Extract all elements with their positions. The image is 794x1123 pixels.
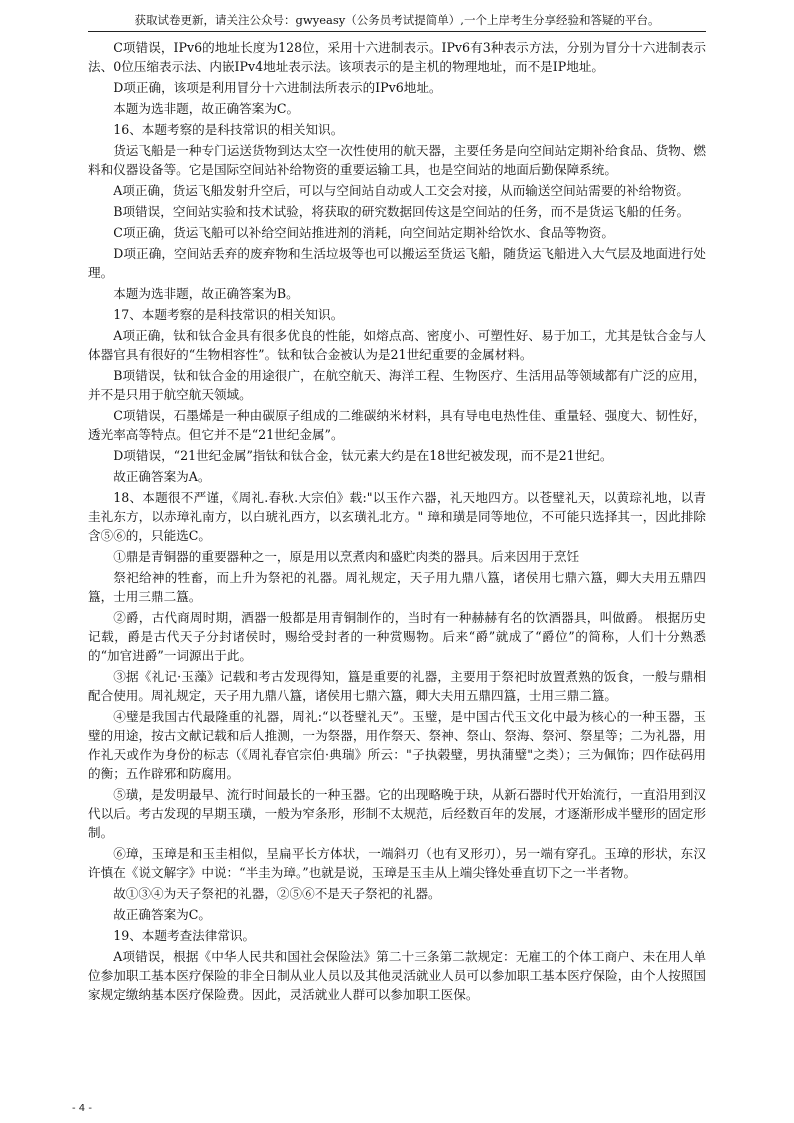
paragraph: 故①③④为天子祭祀的礼器，②⑤⑥不是天子祭祀的礼器。 xyxy=(113,886,441,901)
question-heading: 18、本题很不严谨，《周礼.春秋.大宗伯》载:"以玉作六器，礼天地四方。以苍璧礼天，以黄琮礼地，以青圭礼东方，以赤璋礼南方，以白琥礼西方，以玄璜礼北方。" 璋和璜是同等地位，不可能只选择其一，因此排除含⑤⑥的，只能选C。 xyxy=(88,490,706,543)
paragraph: C项错误，IPv6的地址长度为128位，采用十六进制表示。IPv6有3种表示方法，分别为冒分十六进制表示法、0位压缩表示法、内嵌IPv4地址表示法。该项表示的是主机的物理地址，而不是IP地址。 xyxy=(88,40,706,74)
page-content xyxy=(88,38,706,1006)
page-number: - 4 - xyxy=(72,1103,92,1114)
paragraph: ⑤璜，是发明最早、流行时间最长的一种玉器。它的出现略晚于玦，从新石器时代开始流行，一直沿用到汉代以后。考古发现的早期玉璜，一般为窄条形，形制不太规范，后经数百年的发展，才逐渐形成半璧形的固定形制。 xyxy=(88,787,706,840)
paragraph: 货运飞船是一种专门运送货物到达太空一次性使用的航天器，主要任务是向空间站定期补给食品、货物、燃料和仪器设备等。它是国际空间站补给物资的重要运输工具，也是空间站的地面后勤保障系统。 xyxy=(88,143,706,177)
paragraph: 本题为选非题，故正确答案为B。 xyxy=(113,286,299,301)
paragraph: D项正确，该项是利用冒分十六进制法所表示的IPv6地址。 xyxy=(113,80,442,95)
question-heading: 17、本题考察的是科技常识的相关知识。 xyxy=(113,307,344,322)
paragraph: C项正确，货运飞船可以补给空间站推进剂的消耗，向空间站定期补给饮水、食品等物资。 xyxy=(113,225,614,240)
paragraph: 故正确答案为C。 xyxy=(113,907,211,922)
paragraph: D项错误，“21世纪金属”指钛和钛合金，钛元素大约是在18世纪被发现，而不是21世纪。 xyxy=(113,448,613,463)
paragraph: ③据《礼记·玉藻》记载和考古发现得知，簋是重要的礼器，主要用于祭祀时放置煮熟的饭食，一般与鼎相配合使用。周礼规定，天子用九鼎八簋，诸侯用七鼎六簋，卿大夫用五鼎四簋，士用三鼎二簋。 xyxy=(88,669,706,703)
question-heading: 16、本题考察的是科技常识的相关知识。 xyxy=(113,122,344,137)
paragraph: A项正确，钛和钛合金具有很多优良的性能，如熔点高、密度小、可塑性好、易于加工，尤其是钛合金与人体器官具有很好的“生物相容性”。钛和钛合金被认为是21世纪重要的金属材料。 xyxy=(88,328,706,362)
paragraph: A项正确，货运飞船发射升空后，可以与空间站自动或人工交会对接，从而输送空间站需要的补给物资。 xyxy=(113,183,690,198)
paragraph: 祭祀给神的牲畜，而上升为祭祀的礼器。周礼规定，天子用九鼎八簋，诸侯用七鼎六簋，卿大夫用五鼎四簋，士用三鼎二簋。 xyxy=(88,570,706,604)
paragraph: ④璧是我国古代最隆重的礼器，周礼:“以苍璧礼天”。玉璧，是中国古代玉文化中最为核心的一种玉器，玉璧的用途，按古文献记载和后人推测，一为祭器，用作祭天、祭神、祭山、祭海、祭河、祭星等；二为礼器，用作礼天或作为身份的标志（《周礼春官宗伯·典瑞》所云："子执榖璧，男执蒲璧"之类）；三为佩饰；四作砝码用的衡；五作辟邪和防腐用。 xyxy=(88,709,706,781)
question-heading: 19、本题考查法律常识。 xyxy=(113,928,256,943)
paragraph: 故正确答案为A。 xyxy=(113,469,211,484)
paragraph: ②爵，古代商周时期，酒器一般都是用青铜制作的，当时有一种赫赫有名的饮酒器具，叫做爵。 根据历史记载，爵是古代天子分封诸侯时，赐给受封者的一种赏赐物。后来“爵”就成了“爵位”的简称，人们十分熟悉的“加官进爵”一词源出于此。 xyxy=(88,610,706,663)
paragraph: A项错误，根据《中华人民共和国社会保险法》第二十三条第二款规定：无雇工的个体工商户、未在用人单位参加职工基本医疗保险的非全日制从业人员以及其他灵活就业人员可以参加职工基本医疗保险，由个人按照国家规定缴纳基本医疗保险费。因此，灵活就业人群可以参加职工医保。 xyxy=(88,949,706,1002)
paragraph: ①鼎是青铜器的重要器种之一，原是用以烹煮肉和盛贮肉类的器具。后来因用于烹饪 xyxy=(113,549,580,564)
paragraph: C项错误，石墨烯是一种由碳原子组成的二维碳纳米材料，具有导电电热性佳、重量轻、强度大、韧性好，透光率高等特点。但它并不是“21世纪金属”。 xyxy=(88,408,706,442)
paragraph: B项错误，空间站实验和技术试验，将获取的研究数据回传这是空间站的任务，而不是货运飞船的任务。 xyxy=(113,204,690,219)
page-header: 获取试卷更新，请关注公众号：gwyeasy（公务员考试提简单）,一个上岸考生分享经验和答疑的平台。 xyxy=(134,13,660,27)
paragraph: B项错误，钛和钛合金的用途很广，在航空航天、海洋工程、生物医疗、生活用品等领域都有广泛的应用，并不是只用于航空航天领域。 xyxy=(88,368,706,402)
paragraph: 本题为选非题，故正确答案为C。 xyxy=(113,101,300,116)
paragraph: D项正确，空间站丢弃的废弃物和生活垃圾等也可以搬运至货运飞船，随货运飞船进入大气层及地面进行处理。 xyxy=(88,246,706,280)
header-divider xyxy=(88,31,706,32)
paragraph: ⑥璋，玉璋是和玉圭相似，呈扁平长方体状，一端斜刃（也有叉形刃），另一端有穿孔。玉璋的形状，东汉许慎在《说文解字》中说：“半圭为璋。”也就是说，玉璋是玉圭从上端尖锋处垂直切下之一半者物。 xyxy=(88,846,706,880)
